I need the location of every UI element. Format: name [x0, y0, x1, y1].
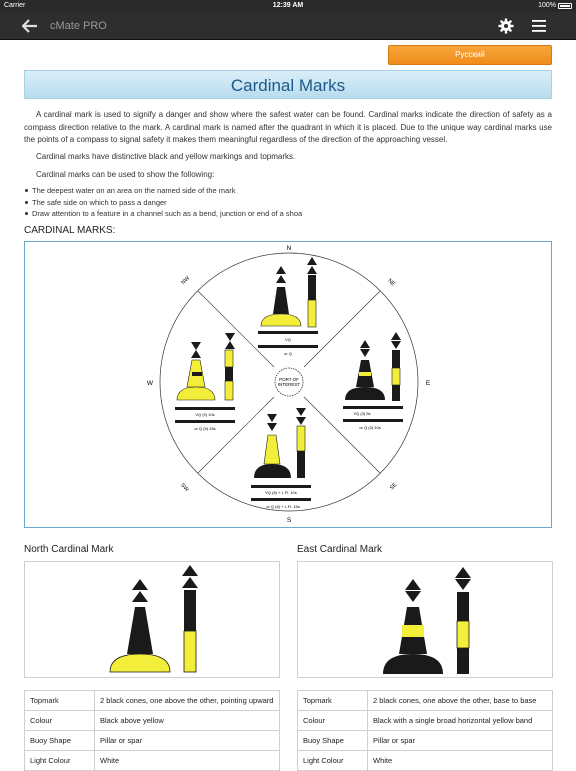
row-value: White — [368, 751, 553, 771]
south-light-label-alt: or Q (6) + L Fl. 15s — [266, 504, 300, 509]
east-buoy-image — [298, 562, 554, 679]
west-light-label-alt: or Q (9) 15s — [194, 426, 216, 431]
compass-sw: SW — [179, 482, 190, 493]
hamburger-menu-icon[interactable] — [532, 20, 546, 32]
page-title-banner — [24, 70, 552, 99]
app-title: cMate PRO — [50, 20, 107, 32]
row-value: Pillar or spar — [95, 731, 280, 751]
compass-se: SE — [388, 481, 399, 492]
table-row — [298, 731, 553, 751]
row-key: Topmark — [298, 691, 368, 711]
south-buoy-group — [251, 408, 311, 509]
row-key: Buoy Shape — [25, 731, 95, 751]
compass-nw: NW — [180, 275, 192, 287]
north-light-label: VQ — [285, 337, 291, 342]
table-row — [25, 691, 280, 711]
compass-s: S — [286, 517, 292, 524]
row-key: Topmark — [25, 691, 95, 711]
row-value: 2 black cones, one above the other, pointing upward — [95, 691, 280, 711]
list-item: The deepest water on an area on the named side of the mark — [24, 185, 302, 197]
carrier-label: Carrier — [4, 2, 26, 9]
battery-icon — [558, 3, 572, 9]
compass-n: N — [286, 245, 292, 252]
compass-ne: NE — [386, 277, 397, 288]
north-buoy-group — [258, 257, 318, 356]
battery-indicator — [538, 2, 572, 9]
table-row — [25, 711, 280, 731]
uses-paragraph: Cardinal marks can be used to show the following: — [36, 170, 215, 179]
status-bar — [0, 0, 576, 12]
north-mark-table — [24, 690, 280, 771]
cardinal-marks-diagram — [24, 241, 552, 528]
north-mark-title: North Cardinal Mark — [24, 544, 114, 555]
row-key: Colour — [298, 711, 368, 731]
navigation-bar — [0, 12, 576, 40]
page-title: Cardinal Marks — [230, 76, 346, 95]
row-value: Pillar or spar — [368, 731, 553, 751]
compass-diagram — [25, 242, 553, 529]
east-mark-title: East Cardinal Mark — [297, 544, 383, 555]
markings-paragraph: Cardinal marks have distinctive black and yellow markings and topmarks. — [36, 152, 296, 161]
list-item: The safe side on which to pass a danger — [24, 197, 302, 209]
west-buoy-group — [175, 333, 235, 431]
east-light-label: VQ (3) 5s — [353, 411, 371, 416]
compass-w: W — [146, 380, 154, 387]
west-light-label: VQ (9) 10s — [195, 412, 215, 417]
north-mark-illustration — [24, 561, 280, 678]
east-mark-table — [297, 690, 553, 771]
uses-list — [24, 185, 302, 220]
row-key: Colour — [25, 711, 95, 731]
gear-icon[interactable] — [498, 18, 514, 34]
north-buoy-image — [25, 562, 281, 679]
list-item: Draw attention to a feature in a channel such as a bend, junction or end of a shoa — [24, 208, 302, 220]
row-key: Light Colour — [298, 751, 368, 771]
center-label-2: INTEREST — [277, 382, 301, 387]
north-light-label-alt: or Q — [284, 351, 292, 356]
status-time: 12:39 AM — [272, 2, 304, 9]
center-label-1: PORT OF — [279, 377, 299, 382]
back-arrow-icon[interactable] — [22, 19, 38, 33]
row-value: White — [95, 751, 280, 771]
row-key: Buoy Shape — [298, 731, 368, 751]
section-title: CARDINAL MARKS: — [24, 225, 116, 236]
east-buoy-group — [343, 332, 403, 430]
language-button[interactable]: Русский — [388, 45, 552, 65]
table-row — [298, 691, 553, 711]
table-row — [25, 731, 280, 751]
row-value: 2 black cones, one above the other, base to base — [368, 691, 553, 711]
east-light-label-alt: or Q (3) 10s — [359, 425, 381, 430]
intro-paragraph: A cardinal mark is used to signify a danger and show where the safest water can be found. Cardinal marks indicate the direction of safety as a compass direction relative to the mark. A cardinal mark is named after the quadrant in which it is placed. Due to the unique way cardinal marks use the points of a compass to signal safety it makes them meaningful regardless of the direction of the approaching vessel. — [24, 110, 552, 144]
east-mark-illustration — [297, 561, 553, 678]
table-row — [298, 711, 553, 731]
row-key: Light Colour — [25, 751, 95, 771]
compass-e: E — [425, 380, 431, 387]
row-value: Black with a single broad horizontal yellow band — [368, 711, 553, 731]
battery-percent: 100% — [538, 2, 556, 9]
south-light-label: VQ (6) + L Fl. 10s — [265, 490, 297, 495]
row-value: Black above yellow — [95, 711, 280, 731]
